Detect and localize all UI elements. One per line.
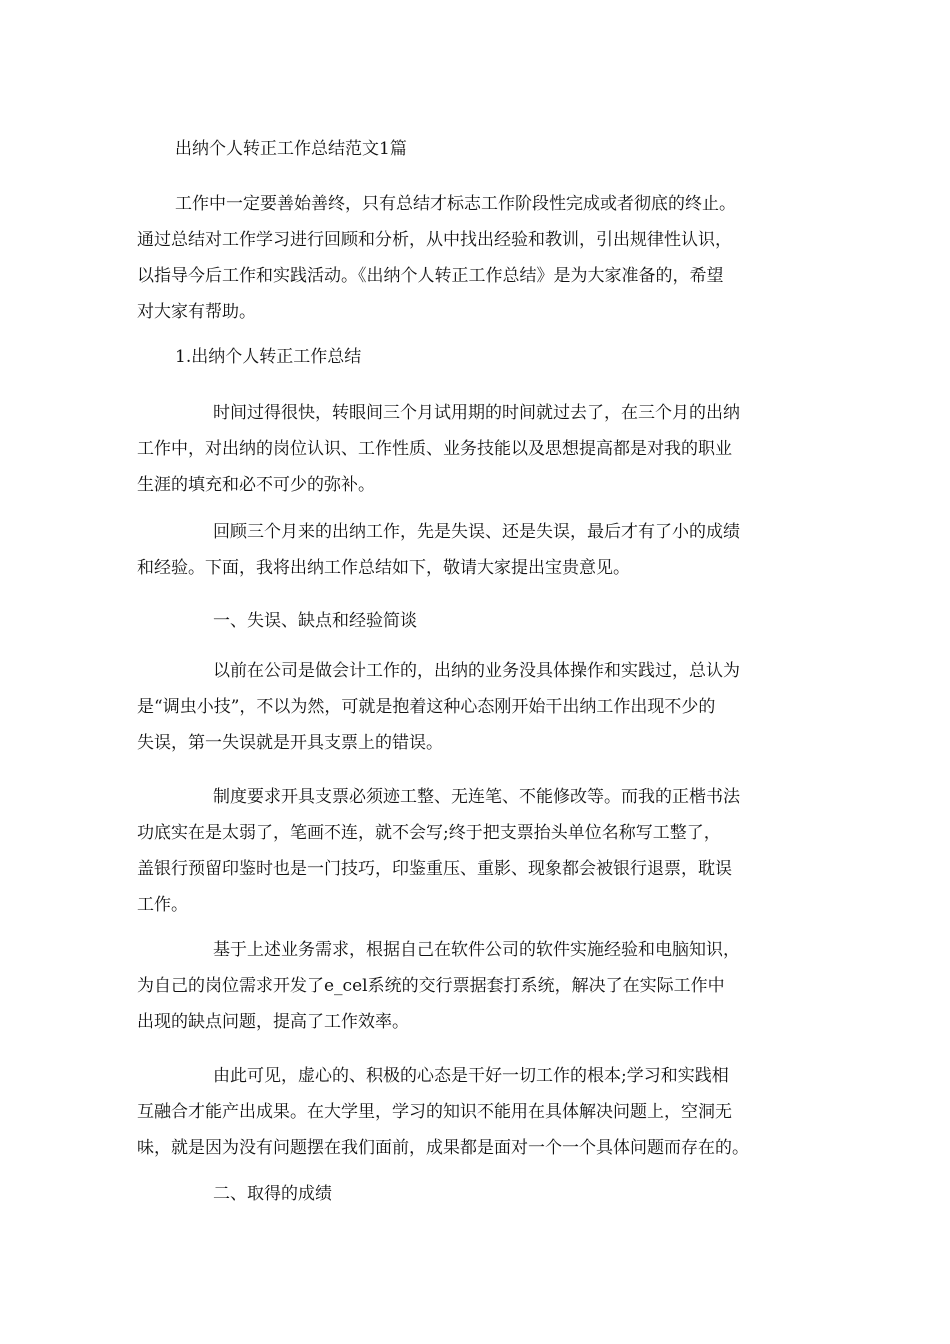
paragraph-line: 生涯的填充和必不可少的弥补。: [137, 475, 375, 495]
intro-line: 通过总结对工作学习进行回顾和分析，从中找出经验和教训，引出规律性认识，: [137, 230, 732, 250]
intro-line: 工作中一定要善始善终，只有总结才标志工作阶段性完成或者彻底的终止。: [175, 194, 736, 214]
paragraph-line: 以前在公司是做会计工作的，出纳的业务没具体操作和实践过，总认为: [213, 661, 740, 681]
paragraph-line: 是“调虫小技”，不以为然，可就是抱着这种心态刚开始干出纳工作出现不少的: [137, 697, 716, 717]
paragraph-line: 工作中，对出纳的岗位认识、工作性质、业务技能以及思想提高都是对我的职业: [137, 439, 732, 459]
subsection-heading: 一、失误、缺点和经验简谈: [213, 611, 417, 631]
paragraph-line: 失误，第一失误就是开具支票上的错误。: [137, 733, 443, 753]
intro-line: 对大家有帮助。: [137, 302, 256, 322]
paragraph-line: 互融合才能产出成果。在大学里，学习的知识不能用在具体解决问题上，空洞无: [137, 1102, 732, 1122]
section-heading: 1.出纳个人转正工作总结: [175, 347, 362, 367]
paragraph-line: 由此可见，虚心的、积极的心态是干好一切工作的根本;学习和实践相: [213, 1066, 729, 1086]
paragraph-line: 工作。: [137, 895, 188, 915]
paragraph-line: 回顾三个月来的出纳工作，先是失误、还是失误，最后才有了小的成绩: [213, 522, 740, 542]
paragraph-line: 为自己的岗位需求开发了e_cel系统的交行票据套打系统，解决了在实际工作中: [137, 976, 725, 996]
subsection-heading: 二、取得的成绩: [213, 1184, 332, 1204]
document-title: 出纳个人转正工作总结范文1篇: [175, 139, 407, 159]
paragraph-line: 盖银行预留印鉴时也是一门技巧，印鉴重压、重影、现象都会被银行退票，耽误: [137, 859, 732, 879]
paragraph-line: 出现的缺点问题，提高了工作效率。: [137, 1012, 409, 1032]
paragraph-line: 基于上述业务需求，根据自己在软件公司的软件实施经验和电脑知识，: [213, 940, 740, 960]
intro-line: 以指导今后工作和实践活动。《出纳个人转正工作总结》是为大家准备的，希望: [137, 266, 724, 286]
paragraph-line: 时间过得很快，转眼间三个月试用期的时间就过去了，在三个月的出纳: [213, 403, 740, 423]
paragraph-line: 味，就是因为没有问题摆在我们面前，成果都是面对一个一个具体问题而存在的。: [137, 1138, 749, 1158]
paragraph-line: 功底实在是太弱了，笔画不连，就不会写;终于把支票抬头单位名称写工整了，: [137, 823, 721, 843]
paragraph-line: 制度要求开具支票必须迹工整、无连笔、不能修改等。而我的正楷书法: [213, 787, 740, 807]
paragraph-line: 和经验。下面，我将出纳工作总结如下，敬请大家提出宝贵意见。: [137, 558, 630, 578]
